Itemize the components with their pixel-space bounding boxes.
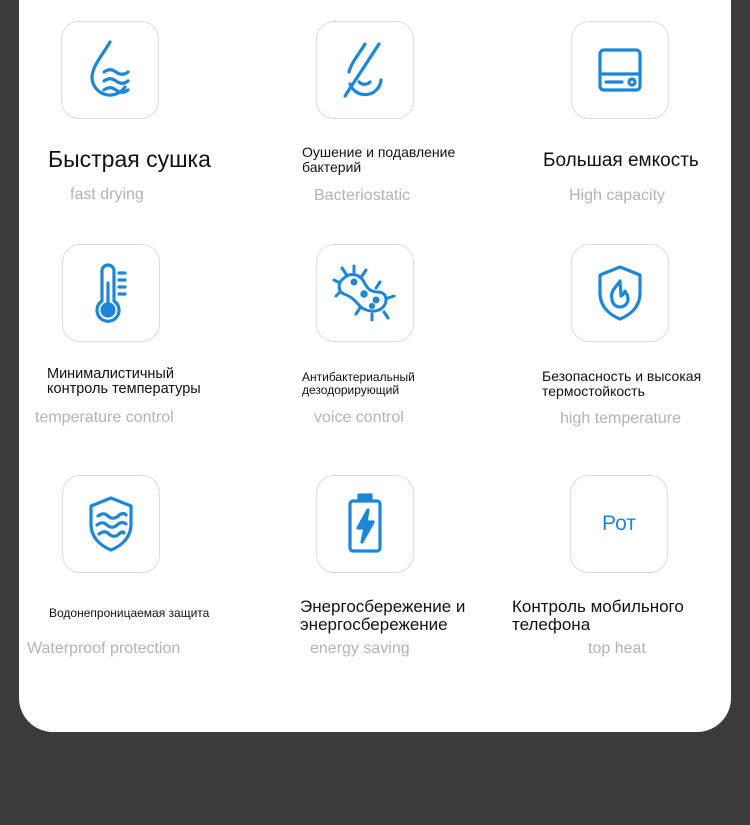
feature-title-ru — [302, 371, 415, 396]
feature-title-line: Антибактериальный — [302, 370, 415, 384]
feature-icon-box — [61, 21, 159, 119]
feature-title-ru — [300, 598, 465, 634]
crossed-drop-icon — [335, 38, 395, 102]
features-card — [19, 0, 731, 732]
feature-title-ru: Быстрая сушка — [48, 146, 211, 172]
feature-title-ru: Водонепроницаемая защита — [49, 606, 210, 620]
feature-title-ru: Большая емкость — [543, 150, 699, 171]
fire-shield-icon — [590, 261, 650, 325]
feature-title-line: Безопасность и высокая — [542, 368, 702, 384]
feature-title-en: high temperature — [560, 410, 681, 427]
feature-title-line: термостойкость — [542, 382, 645, 399]
feature-title-line: телефона — [512, 614, 591, 634]
battery-charging-icon — [335, 492, 395, 556]
feature-title-ru — [542, 369, 701, 398]
feature-title-ru — [47, 367, 201, 397]
feature-icon-box — [62, 244, 160, 342]
thermometer-icon — [81, 261, 141, 325]
feature-title-en: Bacteriostatic — [314, 187, 411, 204]
feature-title-line: Минималистичный — [47, 366, 174, 382]
feature-title-line: контроль температуры — [47, 381, 201, 398]
storage-drive-icon — [590, 40, 650, 100]
feature-title-en: temperature control — [35, 409, 174, 426]
feature-title-en: fast drying — [70, 186, 144, 203]
feature-title-line: Контроль мобильного — [512, 597, 684, 616]
feature-title-line: Энергосбережение и — [300, 597, 466, 616]
feature-title-line: Оушение и подавление — [302, 144, 456, 160]
feature-icon-box — [571, 244, 669, 342]
pot-icon: Рот — [602, 512, 636, 535]
feature-title-ru — [302, 145, 455, 174]
water-drop-waves-icon — [80, 38, 140, 102]
bacteria-icon — [332, 260, 398, 326]
water-shield-icon — [81, 492, 141, 556]
feature-icon-box — [571, 21, 669, 119]
feature-icon-box — [62, 475, 160, 573]
feature-title-ru — [512, 598, 684, 634]
feature-title-line: энергосбережение — [300, 614, 448, 634]
feature-title-en: High capacity — [569, 187, 666, 204]
feature-icon-box — [316, 21, 414, 119]
feature-icon-box — [316, 475, 414, 573]
feature-icon-box — [570, 475, 668, 573]
feature-title-en: energy saving — [310, 640, 410, 657]
feature-icon-box — [316, 244, 414, 342]
feature-title-en: top heat — [588, 640, 646, 657]
feature-title-line: дезодорирующий — [302, 382, 400, 397]
feature-title-line: бактерий — [302, 158, 362, 175]
feature-title-en: voice control — [314, 409, 404, 426]
feature-title-en: Waterproof protection — [27, 640, 181, 657]
